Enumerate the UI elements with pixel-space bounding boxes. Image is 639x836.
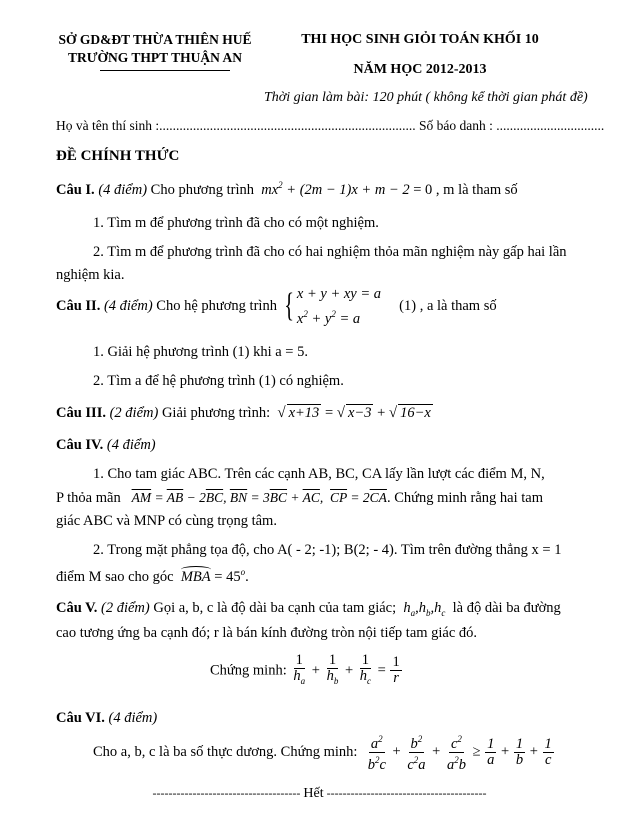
q4-p1b: P thỏa mãn $\overline{AM} = \overline{AB} - 2\overline{BC}$, $\overline{BN} = 3\overline{BC} + \overline{AC}$, $\overline{CP} = 2\overline{CA}$. Chứng minh rằng hai tam: [56, 490, 543, 506]
sqrt-icon: √: [336, 405, 345, 421]
q4-p2b: điểm M sao cho góc MBA = $45^o$.: [56, 567, 249, 585]
q2-after: , a là tham số: [419, 297, 497, 314]
radicand-1: x+13: [288, 405, 320, 421]
q2-sys-number: (1): [399, 297, 417, 314]
q2-item2: 2. Tìm a để hệ phương trình (1) có nghiệm.: [93, 373, 344, 389]
q3-intro: Giải phương trình:: [161, 405, 271, 421]
q2-points: (4 điểm): [103, 297, 153, 314]
q1-after: , m là tham số: [435, 181, 518, 198]
sys-line1: x + y + xy = a: [296, 286, 382, 302]
radicand-2: x−3: [347, 405, 372, 421]
q4-heading: [56, 437, 156, 454]
school-name: TRƯỜNG THPT THUẬN AN: [68, 50, 242, 65]
q4-p1c: giác ABC và MNP có cùng trọng tâm.: [56, 513, 277, 529]
equation-system: [297, 284, 381, 329]
q3-stem: [56, 404, 433, 422]
school-underline: [100, 70, 230, 71]
q6-points: (4 điểm): [108, 710, 158, 726]
q3-eq: =: [324, 405, 334, 421]
q5-stem: [56, 600, 561, 618]
sqrt-icon: √: [277, 405, 286, 421]
candidate-line: [56, 118, 604, 134]
q1-item2b: nghiệm kia.: [56, 267, 125, 283]
exam-title: THI HỌC SINH GIỎI TOÁN KHỐI 10: [301, 32, 539, 47]
q5-points: (2 điểm): [101, 600, 150, 616]
q5-formula: Chứng minh: $\frac{1}{h_a}$ + $\frac{1}{h_b}$ + $\frac{1}{h_c}$ = $\frac{1}{r}$: [210, 652, 400, 687]
q5-label: Câu V.: [56, 600, 98, 616]
q1-label: Câu I.: [56, 181, 95, 198]
q1-item1: 1. Tìm m để phương trình đã cho có một nghiệm.: [93, 215, 379, 231]
q4-p1: 1. Cho tam giác ABC. Trên các cạnh AB, BC, CA lấy lần lượt các điểm M, N,: [93, 466, 545, 482]
q1-points: (4 điểm): [98, 181, 148, 198]
end-marker: ------------------------------------- Hết ----------------------------------------: [152, 786, 487, 801]
q5-text1b: là độ dài ba đường: [452, 600, 561, 616]
official-heading: ĐỀ CHÍNH THỨC: [56, 148, 180, 164]
q3-label: Câu III.: [56, 405, 106, 421]
q6-formula: Cho a, b, c là ba số thực dương. Chứng minh: $\frac{a^2}{b^2c}$ + $\frac{b^2}{c^2a}$ + $\frac{c^2}{a^2b}$ ≥ $\frac{1}{a}$ + $\frac{1}{b}$ + $\frac{1}{c}$: [93, 734, 552, 773]
heights: $h_a,h_b,h_c$: [403, 600, 446, 618]
vector-equations: $\overline{AM} = \overline{AB} - 2\overline{BC}$, $\overline{BN} = 3\overline{BC} + \overline{AC}$, $\overline{CP} = 2\overline{CA}$: [131, 490, 387, 505]
q2-label: Câu II.: [56, 297, 101, 314]
q1-eq-tail: = 0: [413, 181, 433, 198]
school-year: NĂM HỌC 2012-2013: [353, 62, 487, 77]
system-brace: {: [283, 287, 294, 325]
q5-prove: Chứng minh:: [210, 662, 287, 679]
q3-points: (2 điểm): [109, 405, 159, 421]
q4-label: Câu IV.: [56, 437, 104, 453]
name-label: Họ và tên thí sinh :: [56, 118, 160, 133]
radicand-3: 16−x: [400, 405, 431, 421]
angle-mba: MBA: [180, 568, 211, 585]
sqrt-icon: √: [388, 405, 398, 421]
q1-stem: [56, 180, 518, 199]
q4-points: (4 điểm): [106, 437, 156, 453]
dept-name: SỞ GD&ĐT THỪA THIÊN HUẾ: [58, 32, 252, 47]
q1-item2a: 2. Tìm m để phương trình đã cho có hai nghiệm thỏa mãn nghiệm này gấp hai lần: [93, 244, 567, 260]
name-dots: ............................................................................: [159, 118, 416, 133]
q5-text2: cao tương ứng ba cạnh đó; r là bán kính đường tròn nội tiếp tam giác đó.: [56, 625, 478, 641]
q4-p2: 2. Trong mặt phẳng tọa độ, cho A( - 2; -1); B(2; - 4). Tìm trên đường thẳng x = 1: [93, 542, 562, 558]
q2-stem: [56, 284, 497, 329]
q2-intro: Cho hệ phương trình: [156, 297, 277, 314]
q2-item1: 1. Giải hệ phương trình (1) khi a = 5.: [93, 344, 308, 360]
q1-equation: $mx^2 + (2m - 1)x + m - 2$: [261, 180, 410, 198]
q6-label: Câu VI.: [56, 710, 105, 726]
q5-text1: Gọi a, b, c là độ dài ba cạnh của tam giác;: [153, 600, 397, 616]
angle-value: = $45^o$: [214, 567, 246, 585]
q6-heading: [56, 710, 157, 727]
id-label: Số báo danh :: [419, 118, 493, 133]
q1-intro: Cho phương trình: [150, 181, 254, 198]
time-note: Thời gian làm bài: 120 phút ( không kể thời gian phát đề): [264, 90, 588, 105]
q6-text: Cho a, b, c là ba số thực dương. Chứng minh:: [93, 743, 358, 760]
q3-plus: +: [377, 405, 386, 421]
sys-line2: $x^2 + y^2 = a$: [296, 309, 361, 327]
id-dots: ................................: [496, 118, 605, 133]
